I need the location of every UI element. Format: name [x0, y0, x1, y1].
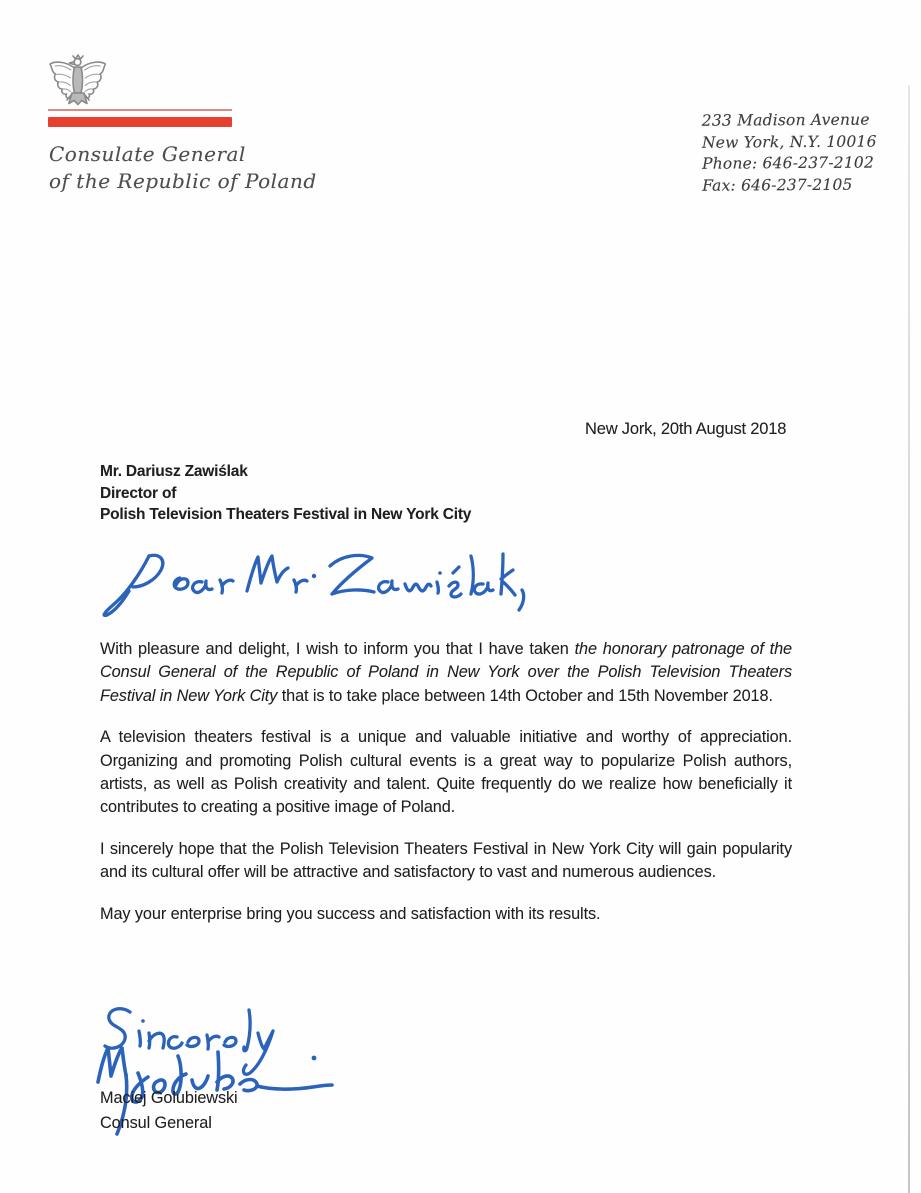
flag-stripe	[48, 109, 232, 130]
sender-name: Maciej Golubiewski	[100, 1089, 238, 1107]
recipient-org: Polish Television Theaters Festival in New York City	[100, 506, 472, 524]
handwritten-greeting	[92, 546, 527, 624]
org-name-line1: Consulate General	[49, 142, 246, 166]
paragraph-1-text: With pleasure and delight, I wish to inform you that I have taken	[100, 640, 575, 658]
polish-eagle-coat-of-arms-icon	[47, 50, 107, 108]
letter-body	[100, 638, 792, 944]
flag-red-stripe	[48, 117, 232, 127]
address-line: 233 Madison Avenue	[701, 110, 870, 130]
address-line: Fax: 646-237-2105	[702, 175, 853, 195]
scan-edge-artifact	[908, 85, 910, 1193]
recipient-name: Mr. Dariusz Zawiślak	[100, 463, 248, 480]
org-name-line2: of the Republic of Poland	[49, 169, 317, 193]
recipient-title: Director of	[100, 484, 177, 502]
paragraph-3: I sincerely hope that the Polish Television Theaters Festival in New York City will gain popularity and its cultural offer will be attractive and satisfactory to vast and numerous audiences.	[100, 839, 792, 882]
paragraph-2: A television theaters festival is a unique and valuable initiative and worthy of appreciation. Organizing and promoting Polish cultural events is a great way to popularize Polish authors, artists, as well as Polish creativity and talent. Quite frequently do we realize how beneficially it contributes to creating a positive image of Poland.	[100, 728, 792, 817]
address-line: New York, N.Y. 10016	[701, 132, 877, 152]
sender-title: Consul General	[100, 1114, 212, 1132]
letterhead-address-block	[702, 109, 913, 196]
paragraph-1-text-end: that is to take place between 14th October and 15th November 2018.	[277, 686, 773, 705]
signoff-block	[100, 1086, 400, 1136]
flag-white-stripe	[48, 109, 232, 112]
recipient-block	[100, 461, 580, 526]
date-line: New Jork, 20th August 2018	[585, 420, 787, 438]
letterhead-org-name	[49, 141, 369, 195]
paragraph-1-italic-text: the honorary patronage of the Consul General of the Republic of Poland in New York over the Polish Television Theaters Festival in New York City	[100, 640, 792, 705]
address-line: Phone: 646-237-2102	[702, 153, 875, 173]
paragraph-4: May your enterprise bring you success and satisfaction with its results.	[100, 904, 601, 923]
paragraph-1	[100, 638, 792, 708]
